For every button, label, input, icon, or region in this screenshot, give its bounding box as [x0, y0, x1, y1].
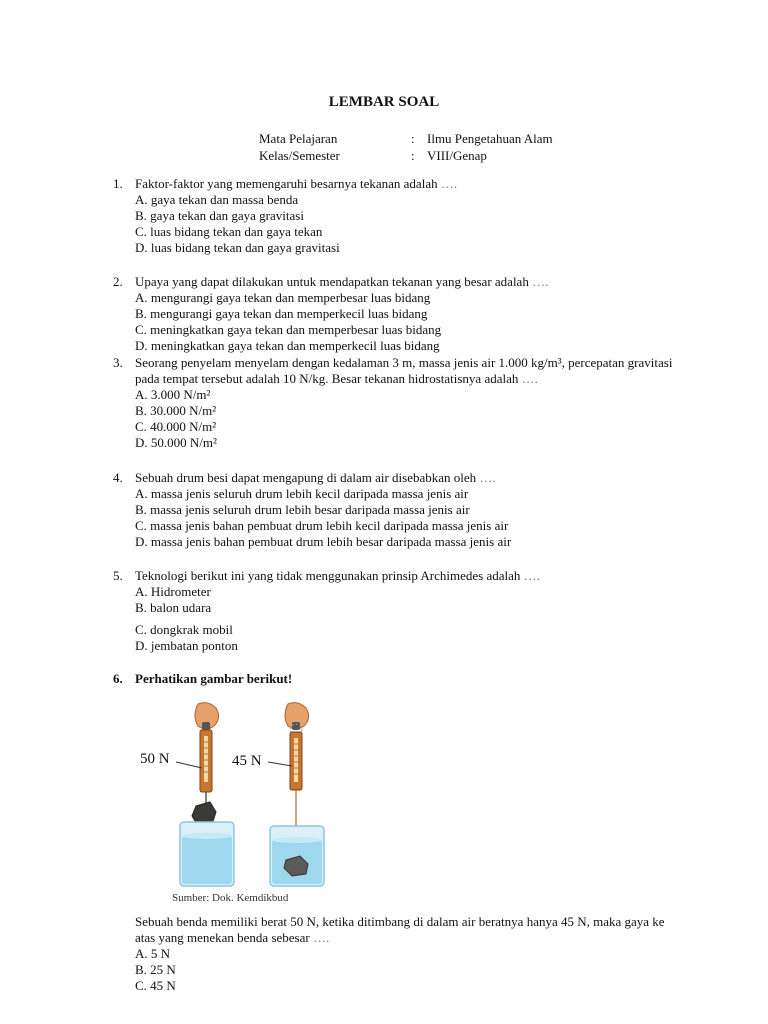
answer-option[interactable]: B. 30.000 N/m²: [135, 403, 217, 418]
question-stem: Seorang penyelam menyelam dengan kedalaman 3 m, massa jenis air 1.000 kg/m³, percepatan gravitasi pada tempat tersebut adalah 10 N/kg. Besar tekanan hidrostatisnya adalah ….: [135, 355, 673, 386]
question-stem: Faktor-faktor yang memengaruhi besarnya tekanan adalah ….: [135, 176, 458, 191]
question-stem: Perhatikan gambar berikut!: [135, 671, 293, 686]
label-45n: 45 N: [232, 753, 262, 769]
answer-option[interactable]: D. jembatan ponton: [135, 638, 238, 653]
question-text: Sebuah benda memiliki berat 50 N, ketika ditimbang di dalam air beratnya hanya 45 N, maka gaya ke atas yang menekan benda sebesar ….: [135, 914, 665, 945]
meta-value: VIII/Genap: [427, 148, 487, 163]
answer-option[interactable]: A. massa jenis seluruh drum lebih kecil daripada massa jenis air: [135, 486, 469, 501]
answer-option[interactable]: C. 45 N: [135, 978, 176, 993]
answer-option[interactable]: D. meningkatkan gaya tekan dan memperkecil luas bidang: [135, 338, 440, 353]
question-3: [113, 355, 673, 451]
answer-option[interactable]: B. gaya tekan dan gaya gravitasi: [135, 208, 304, 223]
label-50n: 50 N: [140, 751, 170, 767]
answer-option[interactable]: C. 40.000 N/m²: [135, 419, 217, 434]
question-number: 2.: [113, 274, 123, 289]
question-6: [113, 671, 673, 687]
question-stem: Sebuah drum besi dapat mengapung di dalam air disebabkan oleh ….: [135, 470, 496, 485]
question-number: 3.: [113, 355, 123, 370]
answer-option[interactable]: B. mengurangi gaya tekan dan memperkecil luas bidang: [135, 306, 428, 321]
answer-option[interactable]: C. dongkrak mobil: [135, 622, 233, 637]
answer-option[interactable]: D. luas bidang tekan dan gaya gravitasi: [135, 240, 340, 255]
question-6-body: [113, 914, 673, 994]
meta-row-class: [259, 148, 639, 165]
meta-label: Kelas/Semester: [259, 148, 340, 163]
meta-value: Ilmu Pengetahuan Alam: [427, 131, 553, 146]
answer-option[interactable]: C. luas bidang tekan dan gaya tekan: [135, 224, 323, 239]
meta-colon: :: [411, 131, 415, 146]
question-4: [113, 470, 673, 550]
question-2: [113, 274, 673, 354]
answer-option[interactable]: B. 25 N: [135, 962, 176, 977]
question-number: 1.: [113, 176, 123, 191]
meta-colon: :: [411, 148, 415, 163]
meta-block: [259, 131, 639, 165]
spring-balance-illustration: [138, 700, 328, 890]
answer-option[interactable]: B. massa jenis seluruh drum lebih besar daripada massa jenis air: [135, 502, 470, 517]
question-number: 5.: [113, 568, 123, 583]
question-number: 6.: [113, 671, 123, 686]
answer-option[interactable]: A. gaya tekan dan massa benda: [135, 192, 299, 207]
answer-option[interactable]: D. 50.000 N/m²: [135, 435, 217, 450]
answer-option[interactable]: A. 5 N: [135, 946, 171, 961]
answer-option[interactable]: C. massa jenis bahan pembuat drum lebih kecil daripada massa jenis air: [135, 518, 509, 533]
question-stem: Teknologi berikut ini yang tidak menggunakan prinsip Archimedes adalah ….: [135, 568, 540, 583]
spring-balance-figure: [138, 700, 328, 908]
answer-option[interactable]: A. 3.000 N/m²: [135, 387, 211, 402]
meta-label: Mata Pelajaran: [259, 131, 338, 146]
question-number: 4.: [113, 470, 123, 485]
page-title: LEMBAR SOAL: [328, 94, 440, 110]
figure-caption: Sumber: Dok. Kemdikbud: [172, 892, 289, 904]
answer-option[interactable]: A. mengurangi gaya tekan dan memperbesar luas bidang: [135, 290, 431, 305]
right-balance: [268, 703, 324, 886]
question-5: [113, 568, 673, 654]
left-balance: [176, 703, 234, 886]
meta-row-subject: [259, 131, 639, 148]
answer-option[interactable]: C. meningkatkan gaya tekan dan memperbesar luas bidang: [135, 322, 442, 337]
question-stem: Upaya yang dapat dilakukan untuk mendapatkan tekanan yang besar adalah ….: [135, 274, 549, 289]
answer-option[interactable]: A. Hidrometer: [135, 584, 211, 599]
answer-option[interactable]: D. massa jenis bahan pembuat drum lebih besar daripada massa jenis air: [135, 534, 512, 549]
answer-option[interactable]: B. balon udara: [135, 600, 212, 615]
question-1: [113, 176, 673, 256]
